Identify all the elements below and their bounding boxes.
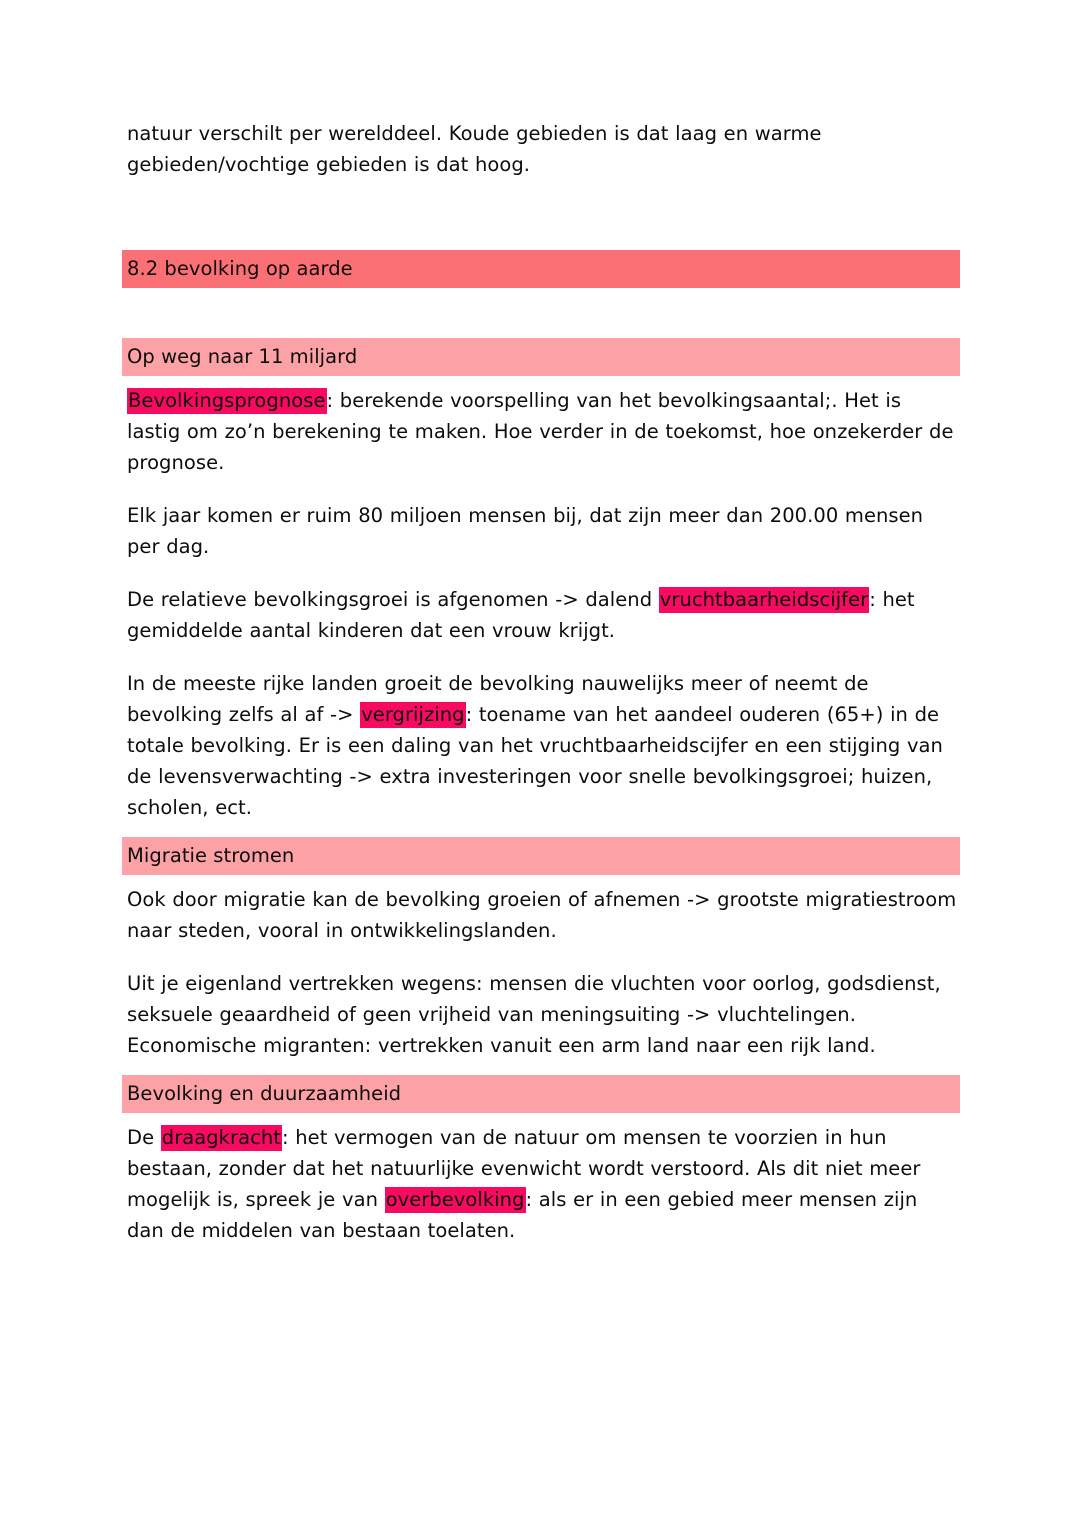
section-heading-8-2: 8.2 bevolking op aarde xyxy=(122,250,960,288)
spacer xyxy=(122,1113,960,1122)
paragraph-bevolkingsprognose-rest: : berekende voorspelling van het bevolkingsaantal;. Het is lastig om zo’n berekening te maken. Hoe verder in de toekomst, hoe onzekerder de prognose. xyxy=(127,389,954,474)
keyword-bevolkingsprognose: Bevolkingsprognose xyxy=(128,389,326,412)
spacer xyxy=(122,1061,960,1075)
paragraph-draagkracht-middle: : het vermogen van de natuur om mensen te voorzien in hun bestaan, zonder dat het natuurlijke evenwicht wordt verstoord. Als dit niet meer mogelijk is, spreek je van xyxy=(127,1126,921,1211)
spacer xyxy=(122,376,960,385)
paragraph-vruchtbaarheidscijfer-before: De relatieve bevolkingsgroei is afgenomen -> dalend xyxy=(127,588,659,611)
spacer xyxy=(122,646,960,668)
spacer xyxy=(122,946,960,968)
spacer xyxy=(122,562,960,584)
paragraph-vergrijzing-before: In de meeste rijke landen groeit de bevolking nauwelijks meer of neemt de bevolking zelfs al af -> xyxy=(127,672,869,726)
paragraph-draagkracht xyxy=(122,1122,960,1246)
spacer xyxy=(122,288,960,338)
paragraph-draagkracht-after: : als er in een gebied meer mensen zijn dan de middelen van bestaan toelaten. xyxy=(127,1188,918,1242)
paragraph-draagkracht-before: De xyxy=(127,1126,161,1149)
subheading-migratie-stromen: Migratie stromen xyxy=(122,837,960,875)
keyword-overbevolking: overbevolking xyxy=(385,1188,525,1211)
spacer xyxy=(122,478,960,500)
paragraph-migratie: Ook door migratie kan de bevolking groeien of afnemen -> grootste migratiestroom naar steden, vooral in ontwikkelingslanden. xyxy=(127,888,957,942)
keyword-draagkracht: draagkracht xyxy=(161,1126,281,1149)
spacer xyxy=(122,180,960,250)
paragraph-elk-jaar: Elk jaar komen er ruim 80 miljoen mensen bij, dat zijn meer dan 200.00 mensen per dag. xyxy=(127,504,924,558)
subheading-op-weg-naar-11-miljard: Op weg naar 11 miljard xyxy=(122,338,960,376)
paragraph-vluchtelingen: Uit je eigenland vertrekken wegens: mensen die vluchten voor oorlog, godsdienst, seksuele geaardheid of geen vrijheid van meningsuiting -> vluchtelingen. Economische migranten: vertrekken vanuit een arm land naar een rijk land. xyxy=(127,972,941,1057)
keyword-vergrijzing: vergrijzing xyxy=(361,703,465,726)
paragraph-bevolkingsprognose xyxy=(122,385,960,478)
paragraph-vruchtbaarheidscijfer-after: : het gemiddelde aantal kinderen dat een vrouw krijgt. xyxy=(127,588,915,642)
document-content xyxy=(122,118,960,1246)
paragraph-vergrijzing-after: : toename van het aandeel ouderen (65+) in de totale bevolking. Er is een daling van het vruchtbaarheidscijfer en een stijging van de levensverwachting -> extra investeringen voor snelle bevolkingsgroei; huizen, scholen, ect. xyxy=(127,703,943,819)
keyword-vruchtbaarheidscijfer: vruchtbaarheidscijfer xyxy=(659,588,869,611)
spacer xyxy=(122,875,960,884)
paragraph-vergrijzing xyxy=(122,668,960,823)
subheading-bevolking-en-duurzaamheid: Bevolking en duurzaamheid xyxy=(122,1075,960,1113)
intro-paragraph: natuur verschilt per werelddeel. Koude gebieden is dat laag en warme gebieden/vochtige gebieden is dat hoog. xyxy=(127,122,822,176)
spacer xyxy=(122,823,960,837)
paragraph-vruchtbaarheidscijfer xyxy=(122,584,960,646)
